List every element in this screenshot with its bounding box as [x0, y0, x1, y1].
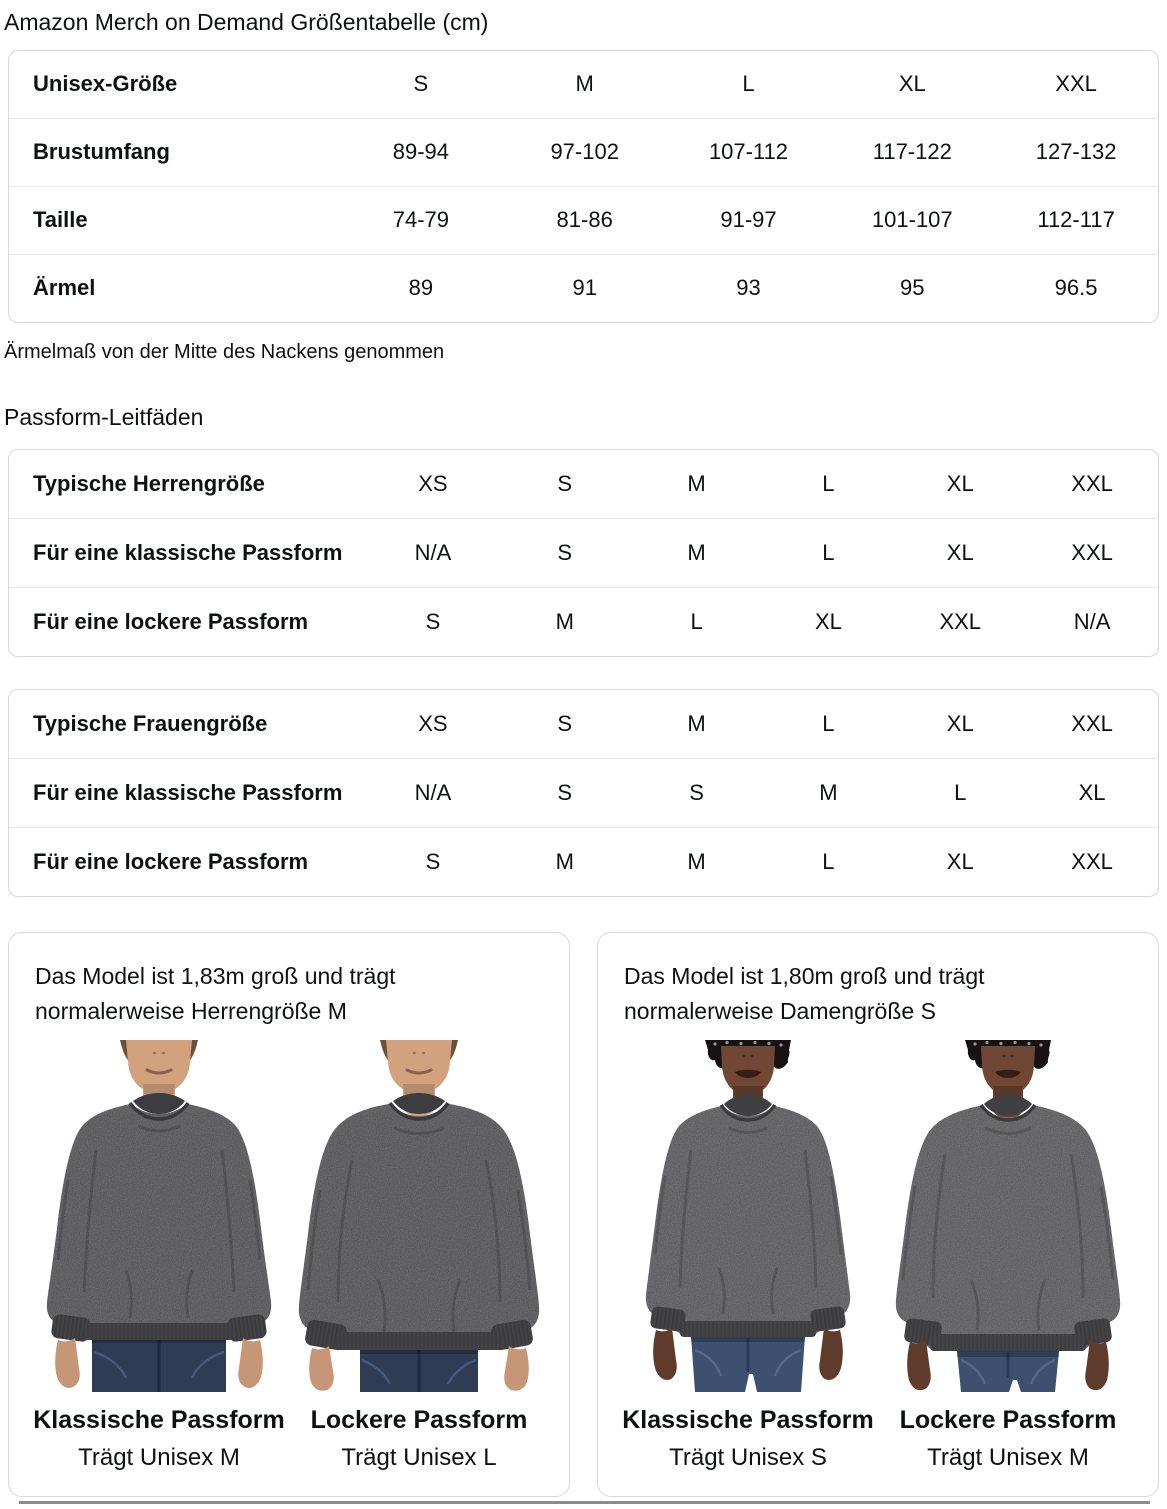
model-photo-men-classic-fit	[34, 1040, 284, 1392]
table-cell: 91-97	[720, 207, 777, 233]
figure-women-classic	[621, 1040, 875, 1472]
jeans	[360, 1348, 478, 1392]
figure-women-loose	[881, 1040, 1135, 1472]
table-cell: 89-94	[392, 139, 450, 165]
table-cell: XXL	[1071, 539, 1113, 565]
sleeve-measure-footnote: Ärmelmaß von der Mitte des Nackens genommen	[4, 341, 445, 363]
size-col-header: XL	[898, 71, 926, 97]
figure-men-loose	[292, 1040, 546, 1472]
table-cell: XL	[946, 539, 974, 565]
jeans	[691, 1336, 805, 1392]
table-cell: S	[557, 539, 573, 565]
table-row	[9, 587, 1158, 656]
table-cell: L	[822, 470, 835, 496]
fit-caption: Lockere Passform	[310, 1406, 528, 1434]
table-cell: M	[687, 848, 706, 874]
row-label: Typische Herrengröße	[33, 470, 265, 496]
table-cell: L	[822, 539, 835, 565]
table-row	[9, 518, 1158, 587]
table-cell: XXL	[939, 608, 982, 634]
fit-caption: Klassische Passform	[622, 1406, 874, 1434]
table-cell: 107-112	[708, 139, 789, 165]
table-cell: S	[557, 710, 573, 736]
row-label: Ärmel	[33, 275, 96, 301]
table-cell: M	[555, 848, 574, 874]
table-cell: S	[689, 779, 704, 805]
size-col-header: M	[575, 71, 594, 97]
table-cell: 127-132	[1035, 139, 1117, 165]
table-cell: S	[557, 470, 573, 496]
table-cell: 93	[736, 275, 761, 301]
table-cell: N/A	[1073, 608, 1111, 634]
row-label: Für eine klassische Passform	[33, 779, 343, 805]
table-cell: 95	[900, 275, 925, 301]
table-cell: M	[555, 608, 574, 634]
table-row	[9, 690, 1158, 758]
table-cell: S	[425, 608, 441, 634]
fit-size-caption: Trägt Unisex M	[78, 1444, 240, 1471]
table-cell: XS	[418, 710, 448, 736]
table-cell: N/A	[414, 539, 452, 565]
table-cell: M	[819, 779, 838, 805]
table-row	[9, 827, 1158, 896]
table-cell: 81-86	[556, 207, 613, 233]
model-description: Das Model ist 1,80m groß und trägt normalerweise Damengröße S	[624, 963, 985, 1024]
table-cell: XL	[946, 710, 974, 736]
row-label: Für eine lockere Passform	[33, 608, 309, 634]
model-photo-women-loose-fit	[883, 1040, 1133, 1392]
table-cell: L	[822, 710, 835, 736]
fit-caption: Klassische Passform	[33, 1406, 285, 1434]
table-cell: XS	[418, 470, 448, 496]
unisex-size-table	[8, 50, 1159, 323]
model-photo-men-loose-fit	[294, 1040, 544, 1392]
page-title: Amazon Merch on Demand Größentabelle (cm)	[4, 9, 489, 35]
table-cell: L	[954, 779, 967, 805]
table-cell: XL	[946, 470, 974, 496]
model-cards	[8, 932, 1159, 1497]
table-cell: 101-107	[871, 207, 953, 233]
table-cell: 91	[572, 275, 597, 301]
table-cell: M	[687, 710, 706, 736]
fit-caption: Lockere Passform	[899, 1406, 1117, 1434]
fit-size-caption: Trägt Unisex S	[669, 1444, 827, 1471]
table-cell: N/A	[414, 779, 452, 805]
row-label: Unisex-Größe	[33, 71, 178, 97]
table-cell: XL	[814, 608, 842, 634]
table-cell: 112-117	[1037, 207, 1115, 233]
table-cell: 117-122	[872, 139, 952, 165]
table-cell: XXL	[1071, 470, 1113, 496]
table-cell: 74-79	[392, 207, 450, 233]
jeans	[957, 1351, 1059, 1392]
table-cell: S	[425, 848, 441, 874]
men-fit-table	[8, 449, 1159, 657]
table-row	[9, 51, 1158, 118]
table-cell: XXL	[1071, 710, 1113, 736]
table-row	[9, 186, 1158, 254]
fit-guides-heading: Passform-Leitfäden	[4, 404, 204, 430]
table-cell: L	[822, 848, 835, 874]
table-cell: 89	[408, 275, 434, 301]
row-label: Für eine klassische Passform	[33, 539, 343, 565]
model-card-women	[597, 932, 1159, 1497]
model-photo-women-classic-fit	[623, 1040, 873, 1392]
row-label: Taille	[33, 207, 88, 233]
size-col-header: L	[742, 71, 755, 97]
model-description: Das Model ist 1,83m groß und trägt normalerweise Herrengröße M	[35, 963, 396, 1024]
table-cell: S	[557, 779, 573, 805]
model-card-men	[8, 932, 570, 1497]
row-label: Für eine lockere Passform	[33, 848, 309, 874]
row-label: Typische Frauengröße	[33, 710, 268, 736]
table-cell: M	[687, 539, 706, 565]
table-row	[9, 758, 1158, 827]
table-cell: 96.5	[1054, 275, 1098, 301]
jeans	[92, 1336, 226, 1392]
table-cell: M	[687, 470, 706, 496]
table-row	[9, 118, 1158, 186]
table-row	[9, 254, 1158, 322]
figure-men-classic	[32, 1040, 286, 1472]
row-label: Brustumfang	[33, 139, 170, 165]
table-row	[9, 450, 1158, 518]
table-cell: 97-102	[550, 139, 619, 165]
size-col-header: XXL	[1055, 71, 1097, 97]
size-col-header: S	[413, 71, 429, 97]
table-cell: XL	[946, 848, 974, 874]
table-cell: XL	[1078, 779, 1106, 805]
fit-size-caption: Trägt Unisex M	[927, 1444, 1089, 1471]
next-section-edge	[19, 1501, 1150, 1504]
table-cell: L	[690, 608, 703, 634]
fit-size-caption: Trägt Unisex L	[341, 1444, 497, 1471]
women-fit-table	[8, 689, 1159, 897]
table-cell: XXL	[1071, 848, 1113, 874]
